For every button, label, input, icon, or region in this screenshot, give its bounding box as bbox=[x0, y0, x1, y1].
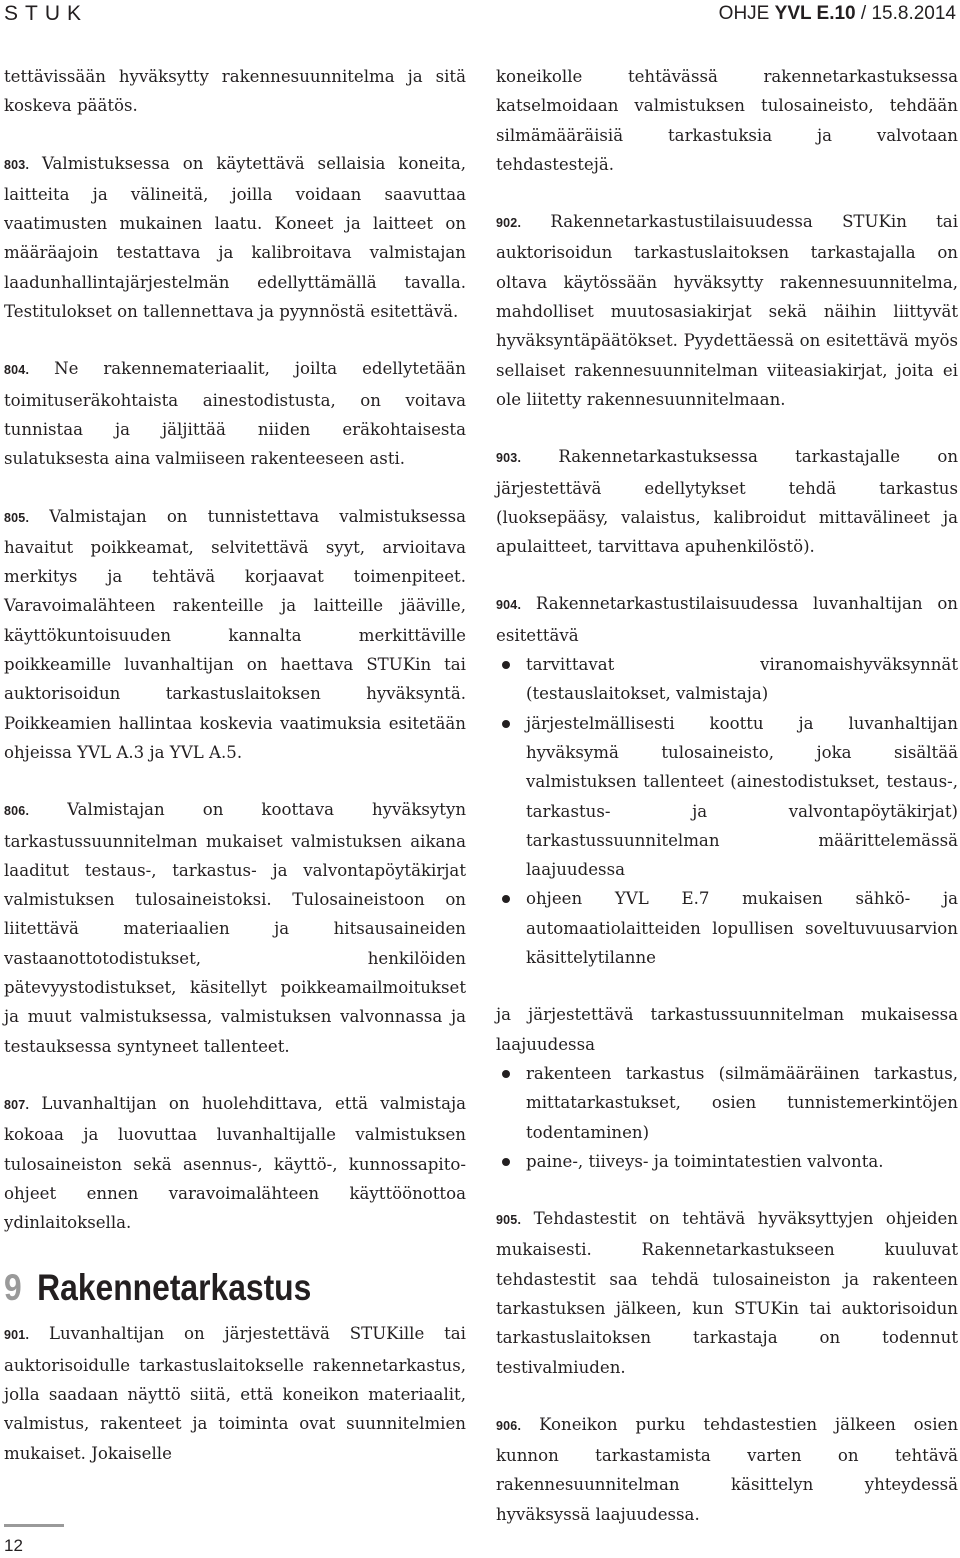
paragraph-806 bbox=[4, 795, 466, 1061]
paragraph-804 bbox=[4, 354, 466, 473]
left-column bbox=[4, 62, 466, 1496]
paragraph-number: 807. bbox=[4, 1097, 30, 1112]
list-item: rakenteen tarkastus (silmämääräinen tarkastus, mittatarkastukset, osien tunnistemerkintöjen todentaminen) bbox=[496, 1059, 958, 1147]
guide-date: / 15.8.2014 bbox=[860, 3, 956, 24]
paragraph-904 bbox=[496, 589, 958, 650]
paragraph-803 bbox=[4, 149, 466, 327]
paragraph-902 bbox=[496, 207, 958, 414]
paragraph-number: 901. bbox=[4, 1328, 30, 1343]
paragraph-text: Luvanhaltijan on huolehdittava, että valmistaja kokoaa ja luovuttaa luvanhaltijalle valmistuksen tulosaineiston sekä asennus-, käyttö-, kunnossapito-ohjeet ennen varavoimalähteen käyttöönottoa ydinlaitoksella. bbox=[4, 1093, 467, 1233]
paragraph-number: 905. bbox=[496, 1213, 522, 1228]
paragraph-text: Valmistuksessa on käytettävä sellaisia koneita, laitteita ja välineitä, joilla voidaan saavuttaa vaatimusten mukainen laatu. Koneet ja laitteet on määräajoin testattava ja kalibroitava valmistajan laadunhallintajärjestelmän edellyttämällä tavalla. Testitulokset on tallennettava ja pyynnöstä esitettävä. bbox=[4, 153, 466, 322]
page-header bbox=[0, 0, 960, 28]
paragraph-text: Rakennetarkastustilaisuudessa STUKin tai auktorisoidun tarkastuslaitoksen tarkastajalla on oltava käytössään hyväksytty rakennesuunnitelma, mahdolliset muutosasiakirjat sekä näihin liittyvät hyväksyntäpäätökset. Pyydettäessä on esitettävä myös sellaiset rakennesuunnitelman viiteasiakirjat, joita ei ole liitetty rakennesuunnitelmaan. bbox=[496, 212, 958, 409]
paragraph-continued: tettävissään hyväksytty rakennesuunnitelma ja sitä koskeva päätös. bbox=[4, 67, 466, 116]
paragraph-text: Koneikon purku tehdastestien jälkeen osien kunnon tarkastamista varten on tehtävä rakennesuunnitelman käsittelyn yhteydessä hyväksyssä laajuudessa. bbox=[496, 1414, 959, 1524]
paragraph-number: 806. bbox=[4, 804, 30, 819]
list-item: järjestelmällisesti koottu ja luvanhaltijan hyväksymä tulosaineisto, joka sisältää valmistuksen tallenteet (ainestodistukset, testaus-, tarkastus- ja valvontapöytäkirjat) tarkastussuunnitelman määrittelemässä laajuudessa bbox=[496, 709, 958, 885]
paragraph-text: Rakennetarkastustilaisuudessa luvanhaltijan on esitettävä bbox=[496, 594, 958, 645]
paragraph-903 bbox=[496, 442, 958, 561]
paragraph-905 bbox=[496, 1204, 958, 1382]
paragraph-text: Rakennetarkastuksessa tarkastajalle on järjestettävä edellytykset tehdä tarkastus (luoksepääsy, valaistus, kalibroidut mittavälineet ja apulaitteet, tarvittava apuhenkilöstö). bbox=[496, 447, 959, 557]
paragraph-number: 906. bbox=[496, 1418, 522, 1433]
bullet-list-2 bbox=[496, 1059, 958, 1176]
page-number: 12 bbox=[4, 1536, 23, 1555]
paragraph-906 bbox=[496, 1410, 958, 1529]
paragraph-number: 803. bbox=[4, 157, 30, 172]
org-name: STUK bbox=[4, 2, 89, 25]
section-heading bbox=[4, 1265, 401, 1311]
bullet-list-1 bbox=[496, 650, 958, 972]
paragraph-text: Tehdastestit on tehtävä hyväksyttyjen ohjeiden mukaisesti. Rakennetarkastukseen kuuluvat tehdastestit saa tehdä tulosaineiston ja rakenteen tarkastuksen jälkeen, kun STUKin tai auktorisoidun tarkastuslaitoksen tarkastaja on todennut testivalmiuden. bbox=[496, 1209, 958, 1377]
list-item: tarvittavat viranomaishyväksynnät (testauslaitokset, valmistaja) bbox=[496, 650, 958, 709]
paragraph-text: Valmistajan on koottava hyväksytyn tarkastussuunnitelman mukaiset valmistuksen aikana laaditut testaus-, tarkastus- ja valvontapöytäkirjat valmistuksen tulosaineistoksi. Tulosaineistoon on liitettävä materiaalien ja hitsausaineiden vastaanottotodistukset, henkilöiden pätevyystodistukset, käsitellyt poikkeamailmoitukset ja muut valmistuksessa, valmistuksen valvonnassa ja testauksessa syntyneet tallenteet. bbox=[4, 800, 467, 1056]
section-title: Rakennetarkastus bbox=[37, 1267, 312, 1309]
paragraph-text: Luvanhaltijan on järjestettävä STUKille tai auktorisoidulle tarkastuslaitokselle rakennetarkastus, jolla saadaan näyttö siitä, että koneikon materiaalit, valmistus, rakenteet ja toiminta ovat suunnitelmien mukaiset. Jokaiselle bbox=[4, 1324, 466, 1463]
guide-prefix: OHJE bbox=[718, 3, 770, 24]
right-column bbox=[496, 62, 958, 1557]
paragraph-number: 904. bbox=[496, 598, 522, 613]
guide-reference bbox=[719, 3, 956, 25]
paragraph-805 bbox=[4, 502, 466, 768]
list-item: paine-, tiiveys- ja toimintatestien valvonta. bbox=[496, 1147, 958, 1176]
list-item: ohjeen YVL E.7 mukaisen sähkö- ja automaatiolaitteiden lopullisen soveltuvuusarvion käsittelytilanne bbox=[496, 884, 958, 972]
paragraph-number: 805. bbox=[4, 510, 30, 525]
paragraph-number: 903. bbox=[496, 451, 522, 466]
paragraph-number: 804. bbox=[4, 363, 30, 378]
paragraph-text: Ne rakennemateriaalit, joilta edellytetään toimituseräkohtaista ainestodistusta, on voitava tunnistaa ja jäljittää niiden eräkohtaisesta sulatuksesta aina valmiiseen rakenteeseen asti. bbox=[4, 359, 466, 469]
paragraph-904-continuation: ja järjestettävä tarkastussuunnitelman mukaisessa laajuudessa bbox=[496, 1005, 958, 1054]
paragraph-continued: koneikolle tehtävässä rakennetarkastuksessa katselmoidaan valmistuksen tulosaineisto, tehdään silmämääräisiä tarkastuksia ja valvotaan tehdastestejä. bbox=[496, 67, 958, 174]
paragraph-number: 902. bbox=[496, 216, 522, 231]
section-number: 9 bbox=[4, 1267, 22, 1309]
paragraph-807 bbox=[4, 1089, 466, 1237]
guide-code: YVL E.10 bbox=[774, 3, 856, 24]
footer-rule bbox=[4, 1524, 64, 1527]
paragraph-text: Valmistajan on tunnistettava valmistuksessa havaitut poikkeamat, selvitettävä syyt, arvioitava merkitys ja tehtävä korjaavat toimenpiteet. Varavoimalähteen rakenteille ja laitteille jääville, käyttökuntoisuuden kannalta merkittäville poikkeamille luvanhaltijan on haettava STUKin tai auktorisoidun tarkastuslaitoksen hyväksyntä. Poikkeamien hallintaa koskevia vaatimuksia esitetään ohjeissa YVL A.3 ja YVL A.5. bbox=[4, 506, 466, 762]
paragraph-901 bbox=[4, 1319, 466, 1467]
